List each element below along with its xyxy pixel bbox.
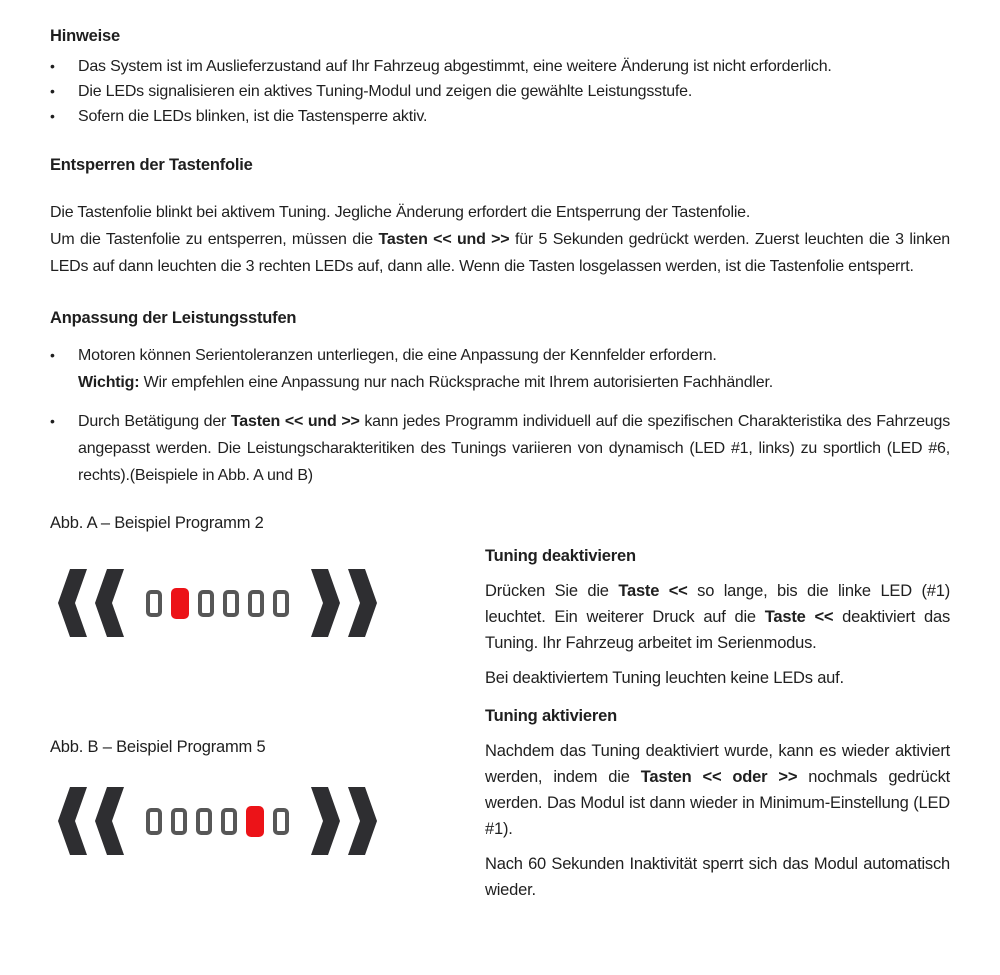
figure-a-label: Abb. A – Beispiel Programm 2 [50, 514, 264, 532]
double-chevron-left-icon [58, 569, 124, 637]
list-item [50, 54, 950, 79]
bullet-marker: • [50, 58, 55, 74]
text-run: kann jedes Programm individuell auf die spezifischen Charakteristika des Fahrzeugs angepasst werden. Die Leistungscharakteritiken des Tunings variieren von dynamisch (LED #1, links) zu sportlich (LED #6, rechts).(Beispiele in Abb. A und B) [78, 413, 950, 484]
section-entsperren [50, 155, 950, 280]
list-item [50, 79, 950, 104]
bullet-marker: • [50, 83, 55, 99]
bottom-columns [50, 513, 950, 903]
led-on [246, 806, 264, 837]
text-run: Durch Betätigung der [78, 413, 231, 430]
bullet-text: Das System ist im Auslieferzustand auf Ihr Fahrzeug abgestimmt, eine weitere Änderung ist nicht erforderlich. [78, 58, 832, 75]
paragraph-line: Die Tastenfolie blinkt bei aktivem Tuning. Jegliche Änderung erfordert die Entsperrung der Tastenfolie. [50, 204, 751, 221]
led-off [248, 590, 264, 617]
led-off [171, 808, 187, 835]
led-off [273, 590, 289, 617]
keys-label: Taste << [618, 582, 688, 600]
list-item [50, 104, 950, 129]
led-off [221, 808, 237, 835]
section-title-deaktivieren: Tuning deaktivieren [485, 547, 636, 565]
text-run: Drücken Sie die [485, 582, 619, 600]
led-on [171, 588, 189, 619]
bullet-marker: • [50, 347, 55, 363]
keys-label: Tasten << und >> [230, 413, 360, 430]
section-anpassung [50, 308, 950, 489]
led-display-b [58, 787, 485, 855]
led-off [146, 590, 162, 617]
paragraph [50, 199, 950, 280]
section-title-hinweise: Hinweise [50, 27, 120, 45]
hinweise-bullet-list [50, 54, 950, 129]
section-title-entsperren: Entsperren der Tastenfolie [50, 156, 253, 174]
double-chevron-right-icon [311, 569, 377, 637]
keys-label: Tasten << und >> [378, 231, 510, 248]
double-chevron-right-icon [311, 787, 377, 855]
bullet-marker: • [50, 108, 55, 124]
text-run: deaktiviert das Tuning. Ihr Fahrzeug arbeitet im Serienmodus. [485, 608, 950, 652]
paragraph [50, 226, 950, 280]
led-row [146, 806, 289, 837]
paragraph [485, 738, 950, 842]
led-off [223, 590, 239, 617]
text-run: Wir empfehlen eine Anpassung nur nach Rücksprache mit Ihrem autorisierten Fachhändler. [139, 374, 773, 391]
section-hinweise [50, 26, 950, 129]
paragraph: Bei deaktiviertem Tuning leuchten keine LEDs auf. [485, 669, 844, 687]
led-off [196, 808, 212, 835]
paragraph: Nach 60 Sekunden Inaktivität sperrt sich das Modul automatisch wieder. [485, 855, 950, 899]
list-item [50, 342, 950, 396]
keys-label: Taste << [764, 608, 834, 626]
bullet-marker: • [50, 413, 55, 429]
led-display-a [58, 569, 485, 637]
double-chevron-left-icon [58, 787, 124, 855]
led-off [146, 808, 162, 835]
figures-column [50, 513, 485, 903]
section-title-anpassung: Anpassung der Leistungsstufen [50, 309, 297, 327]
text-run: für 5 Sekunden gedrückt werden. Zuerst leuchten die 3 linken LEDs auf dann leuchten die 3 rechten LEDs auf, dann alle. Wenn die Tasten losgelassen werden, ist die Tastenfolie entsperrt. [50, 231, 950, 275]
keys-label: Tasten << oder >> [640, 768, 798, 786]
paragraph-line [78, 369, 950, 396]
bullet-text: Die LEDs signalisieren ein aktives Tuning-Modul und zeigen die gewählte Leistungsstufe. [78, 83, 693, 100]
led-off [198, 590, 214, 617]
wichtig-label: Wichtig: [78, 374, 140, 391]
bullet-text [78, 342, 950, 396]
text-run: Nachdem das Tuning deaktiviert wurde, kann es wieder aktiviert werden, indem die [485, 742, 950, 786]
figure-b-label: Abb. B – Beispiel Programm 5 [50, 738, 266, 756]
led-row [146, 588, 289, 619]
instructions-column [485, 513, 950, 903]
text-run: Um die Tastenfolie zu entsperren, müssen die [50, 231, 379, 248]
paragraph-line: Motoren können Serientoleranzen unterliegen, die eine Anpassung der Kennfelder erfordern. [78, 347, 717, 364]
list-item [50, 408, 950, 489]
bullet-text [78, 408, 950, 489]
text-run: nochmals gedrückt werden. Das Modul ist dann wieder in Minimum-Einstellung (LED #1). [485, 768, 951, 838]
paragraph [485, 578, 950, 656]
text-run: so lange, bis die linke LED (#1) leuchtet. Ein weiterer Druck auf die [485, 582, 951, 626]
section-title-aktivieren: Tuning aktivieren [485, 707, 617, 725]
bullet-text: Sofern die LEDs blinken, ist die Tastensperre aktiv. [78, 108, 428, 125]
led-off [273, 808, 289, 835]
